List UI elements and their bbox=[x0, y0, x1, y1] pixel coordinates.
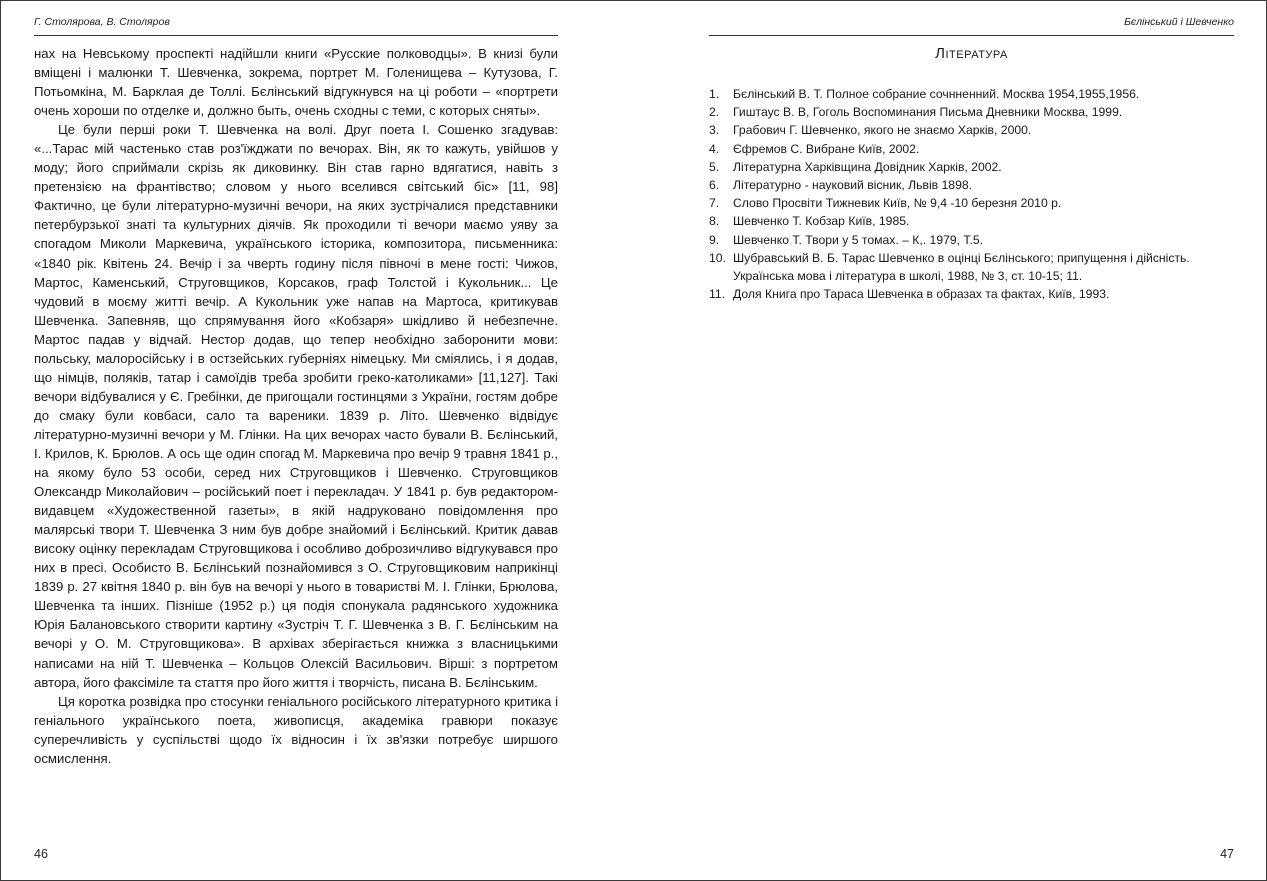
left-page bbox=[1, 1, 634, 880]
paragraph: Це були перші роки Т. Шевченка на волі. Друг поета І. Сошенко згадував: «...Тарас мій частенько став роз'їжджати по вечорах. Він, як то кажуть, увійшов у моду; його сприймали скрізь як диковинку. Він став гарно вдягатися, навіть з претензією на франтівство; словом у нього вселився світський біс» [11, 98] Фактично, це були літературно-музичні вечори, на яких зустрічалися представники петербурзької знаті та культурних діячів. Як проходили ті вечори маємо уяву за спогадом Миколи Маркевича, українського історика, композитора, письменника: «1840 рік. Квітень 24. Вечір і за чверть годину після півночі в мене гості: Чижов, Мартос, Каменський, Струговщиков, Корсаков, граф Толстой і Кукольник... Це чудовий в моєму житті вечір. А Кукольник уже напав на Мартоса, критикував Шевченка. Запевняв, що спрямування його «Кобзаря» шкідливо й небезпечне. Мартос падав у відчай. Нестор додав, що тепер необхідно заборонити мови: польську, малоросійську і в остзейських губерніях німецьку. Ми сміялись, і я додав, що німців, поляків, татар і самоїдів треба зробити греко-католиками» [11,127]. Такі вечори відбувалися у Є. Гребінки, де пригощали гостинцями з України, гостям добре до смаку були ковбаси, сало та вареники. 1839 р. Літо. Шевченко відвідує літературно-музичні вечори у М. Глінки. На цих вечорах часто бували В. Бєлінський, І. Крилов, К. Брюлов. А ось ще один спогад М. Маркевича про вечір 9 травня 1841 р., на якому було 53 особи, серед них Струговщиков і Шевченко. Струговщиков Олександр Миколайович – російський поет і перекладач. У 1841 р. був редактором-видавцем «Художественной газеты», в якій надруковано повідомлення про малярські твори Т. Шевченка З ним був добре знайомий і Бєлінський. Критик давав високу оцінку перекладам Струговщикова і особливо доброзичливо відгукувався про них в пресі. Особисто В. Бєлінський познайомився з О. Струговщиковим наприкінці 1839 р. 27 квітня 1840 р. він був на вечорі у нього в товаристві М. І. Глінки, Брюлова, Шевченка та інших. Пізніше (1952 р.) ця подія спонукала радянського художника Юрія Балановського створити картину «Зустріч Т. Г. Шевченка з В. Г. Бєлінським на вечорі у О. М. Струговщикова». В архівах зберігається книжка з власницькими написами на ній Т. Шевченка – Кольцов Олексій Васильович. Вірші: з портретом автора, його факсіміле та стаття про його життя і творчість, писана В. Бєлінським. bbox=[34, 122, 558, 690]
reference-item bbox=[709, 103, 1239, 121]
reference-number: 6. bbox=[709, 178, 720, 193]
page-number: 47 bbox=[1220, 847, 1234, 861]
reference-text: Доля Книга про Тараса Шевченка в образах та фактах, Київ, 1993. bbox=[733, 287, 1110, 302]
reference-item bbox=[709, 231, 1239, 249]
reference-item bbox=[709, 249, 1239, 285]
reference-text: Шевченко Т. Твори у 5 томах. – К,. 1979, Т.5. bbox=[733, 232, 984, 247]
reference-item bbox=[709, 121, 1239, 139]
reference-text: Літературна Харківщина Довідник Харків, 2002. bbox=[733, 159, 1002, 174]
running-head-authors: Г. Столярова, В. Столяров bbox=[34, 16, 170, 28]
reference-number: 2. bbox=[709, 105, 720, 120]
reference-text: Шубравський В. Б. Тарас Шевченко в оцінці Бєлінського; припущення і дійсність. Українська мова і література в школі, 1988, № 3, ст. 10-15; 11. bbox=[733, 250, 1190, 284]
paragraph: Ця коротка розвідка про стосунки геніального російського літературного критика і геніального українського поета, живописця, академіка гравюри показує суперечливість у суспільстві щодо їх відносин і їх зв'язки потребує ширшого осмислення. bbox=[34, 693, 558, 766]
reference-item bbox=[709, 176, 1239, 194]
section-title: Література bbox=[935, 45, 1008, 62]
reference-item bbox=[709, 158, 1239, 176]
reference-list bbox=[709, 85, 1239, 303]
reference-number: 10. bbox=[709, 250, 726, 265]
body-text bbox=[34, 44, 558, 768]
reference-number: 5. bbox=[709, 159, 720, 174]
reference-text: Бєлінський В. Т. Полное собрание сочнненний. Москва 1954,1955,1956. bbox=[733, 87, 1140, 101]
page-number: 46 bbox=[34, 847, 48, 861]
reference-text: Літературно - науковий вісник, Львів 1898. bbox=[733, 178, 973, 193]
reference-text: Шевченко Т. Кобзар Київ, 1985. bbox=[733, 214, 910, 229]
reference-text: Слово Просвіти Тижневик Київ, № 9,4 -10 березня 2010 р. bbox=[733, 196, 1062, 211]
reference-item bbox=[709, 212, 1239, 230]
reference-item bbox=[709, 140, 1239, 158]
reference-item bbox=[709, 194, 1239, 212]
header-rule bbox=[34, 35, 558, 36]
header-rule bbox=[709, 35, 1234, 36]
reference-text: Гиштаус В. В, Гоголь Воспоминания Письма Дневники Москва, 1999. bbox=[733, 105, 1123, 120]
running-head-title: Бєлінський і Шевченко bbox=[1124, 16, 1234, 28]
reference-number: 11. bbox=[709, 287, 726, 302]
reference-number: 8. bbox=[709, 214, 720, 229]
paragraph: нах на Невському проспекті надійшли книги «Русские полководцы». В книзі були вміщені і малюнки Т. Шевченка, зокрема, портрет М. Голенищева – Кутузова, Г. Потьомкіна, М. Барклая де Толлі. Бєлінський відгукнувся на ці роботи – «портрети очень хороши по отделке и, должно быть, очень сходны с теми, с которых сняты». bbox=[34, 46, 558, 119]
reference-text: Єфремов С. Вибране Київ, 2002. bbox=[733, 141, 920, 156]
reference-number: 9. bbox=[709, 232, 720, 247]
reference-text: Грабович Г. Шевченко, якого не знаємо Харків, 2000. bbox=[733, 123, 1032, 138]
reference-number: 7. bbox=[709, 196, 720, 211]
reference-number: 4. bbox=[709, 141, 720, 156]
reference-item bbox=[709, 85, 1239, 103]
reference-number: 3. bbox=[709, 123, 720, 138]
right-page bbox=[634, 1, 1266, 880]
reference-number: 1. bbox=[709, 87, 720, 101]
reference-item bbox=[709, 285, 1239, 303]
